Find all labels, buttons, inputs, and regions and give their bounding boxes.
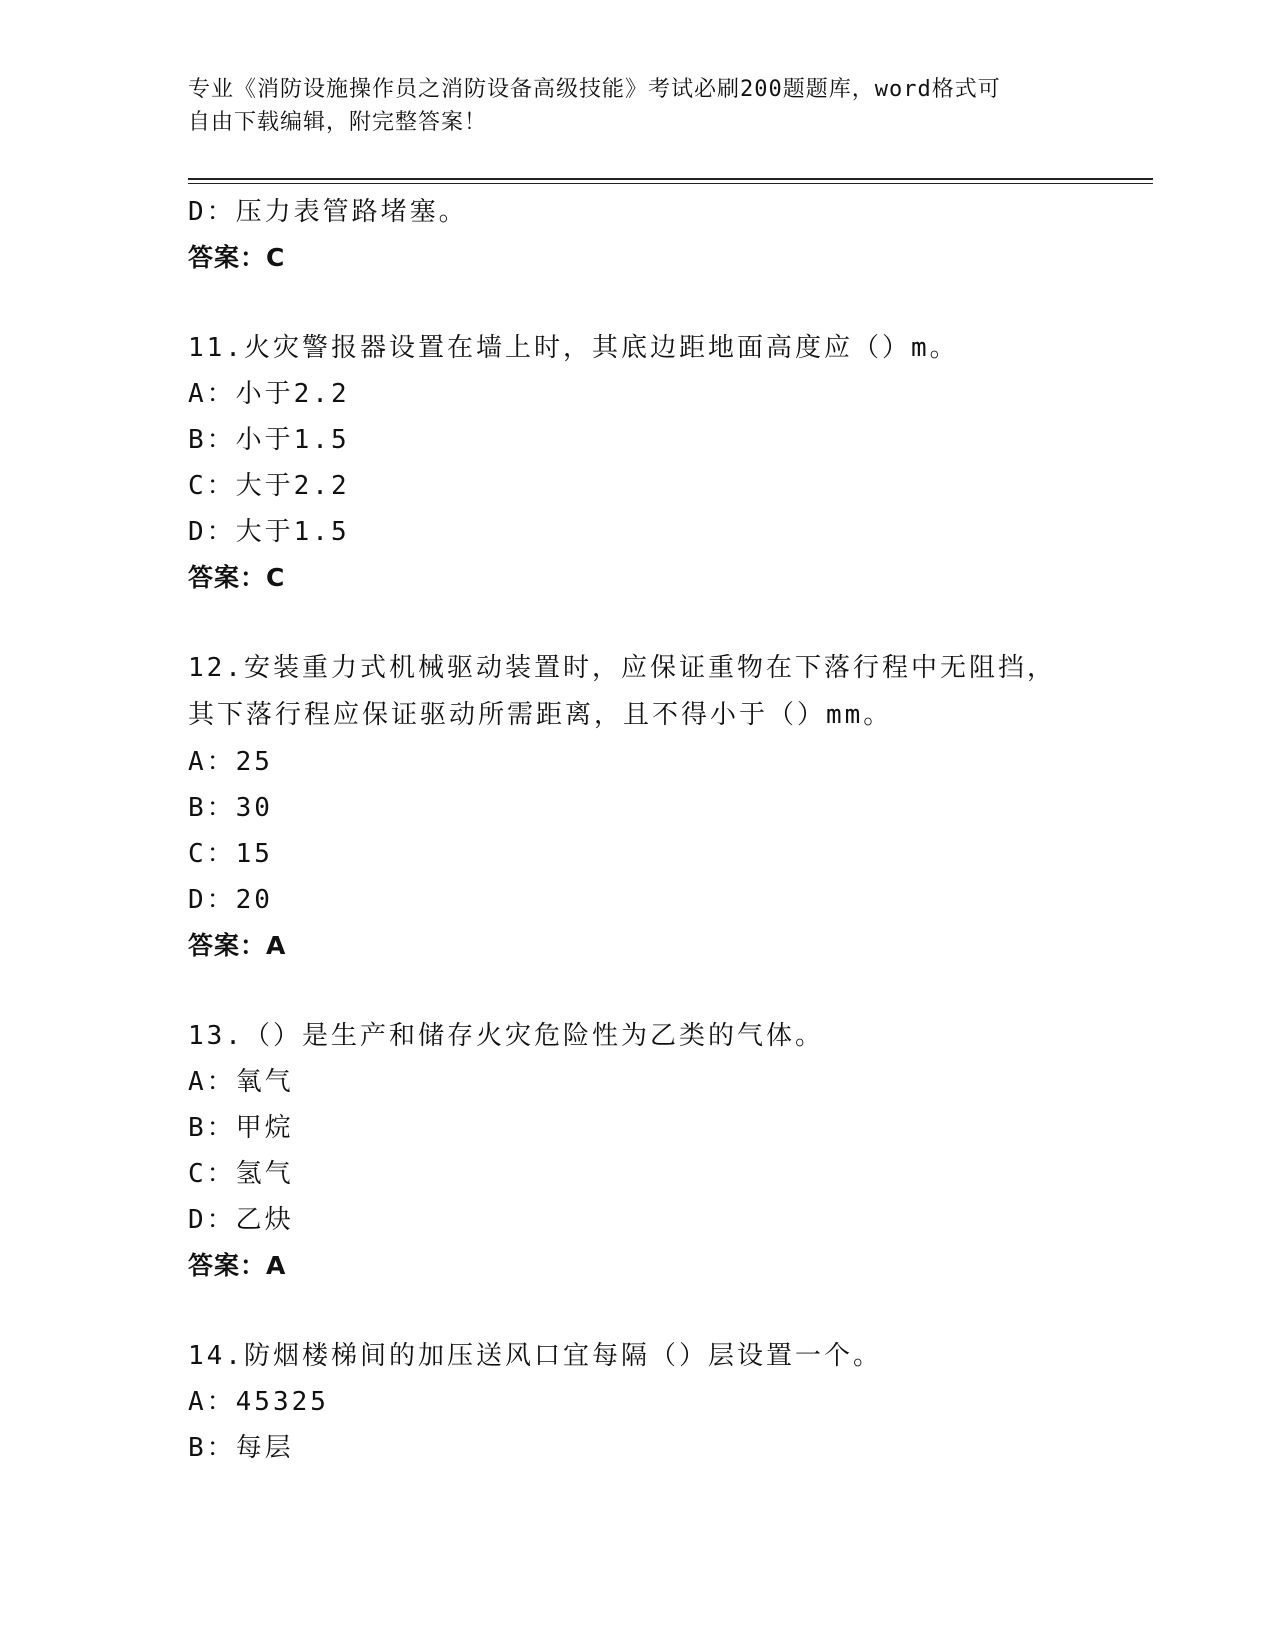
question-stem: 12.安装重力式机械驱动装置时，应保证重物在下落行程中无阻挡，其下落行程应保证驱动所需距离，且不得小于（）mm。 <box>188 653 1056 730</box>
option-d: D：乙炔 <box>188 1205 294 1235</box>
answer-line: 答案：C <box>188 243 286 272</box>
option-a: A：氧气 <box>188 1067 294 1097</box>
document-header <box>188 73 1078 139</box>
option-b: B：甲烷 <box>188 1113 294 1143</box>
question-stem: 13.（）是生产和储存火灾危险性为乙类的气体。 <box>188 1021 824 1051</box>
header-divider-thick <box>188 178 1153 180</box>
option-c: C：氢气 <box>188 1159 294 1189</box>
header-title-line-1: 专业《消防设施操作员之消防设备高级技能》考试必刷200题题库，word格式可 <box>188 77 1001 102</box>
answer-line: 答案：C <box>188 563 286 592</box>
option-a: A：45325 <box>188 1387 329 1417</box>
header-divider-thin <box>188 183 1153 184</box>
option-b: B：30 <box>188 793 273 823</box>
question-list <box>188 189 1153 1471</box>
header-title-line-2: 自由下载编辑，附完整答案！ <box>188 110 488 135</box>
option-d: D：20 <box>188 885 273 915</box>
option-a: A：25 <box>188 747 273 777</box>
option-c: C：15 <box>188 839 273 869</box>
answer-line: 答案：A <box>188 1251 287 1280</box>
option-b: B：每层 <box>188 1433 294 1463</box>
option-d: D：大于1.5 <box>188 517 350 547</box>
question-14 <box>188 1333 1153 1471</box>
question-11 <box>188 325 1153 601</box>
answer-line: 答案：A <box>188 931 287 960</box>
carryover-question <box>188 189 1153 281</box>
question-13 <box>188 1013 1153 1289</box>
option-c: C：大于2.2 <box>188 471 350 501</box>
option-b: B：小于1.5 <box>188 425 350 455</box>
question-stem: 11.火灾警报器设置在墙上时，其底边距地面高度应（）m。 <box>188 333 959 363</box>
option-a: A：小于2.2 <box>188 379 350 409</box>
question-stem: 14.防烟楼梯间的加压送风口宜每隔（）层设置一个。 <box>188 1341 882 1371</box>
question-12 <box>188 645 1153 969</box>
option-d: D：压力表管路堵塞。 <box>188 197 468 227</box>
